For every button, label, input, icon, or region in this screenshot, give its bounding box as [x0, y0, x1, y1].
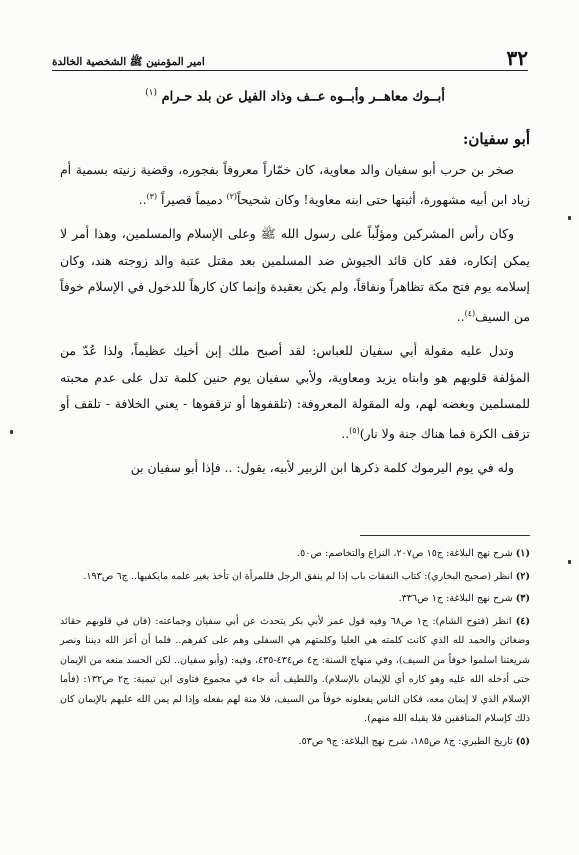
footnote-ref: (٢) [226, 191, 237, 201]
footnote-text: تاريخ الطبري: ج٨ ص١٨٥، شرح نهج البلاغة: ج٩ ص٥٣. [298, 735, 513, 747]
footnote-ref: (١) [145, 88, 158, 98]
paragraph-text: وتدل عليه مقولة أبي سفيان للعباس: لقد أصبح ملك إبن أخيك عظيماً، ولذا عُدّ من المؤلفة قلوبهم هو وابناه يزيد ومعاوية، ولأبي سفيان يوم حنين كلمة تدل على عدم محبته للمسلمين وبغضه لهم، وله المقولة المعروفة: (تلقفوها أو تزقفوها - يعني الخلافة - تلقف أو تزقف الكرة فما هناك جنة ولا نار) [60, 343, 530, 441]
footnote-number: (١) [515, 548, 530, 559]
body-text [60, 157, 530, 490]
footnote [60, 544, 530, 564]
scan-speck [568, 560, 571, 564]
paragraph-text: .. [456, 308, 465, 324]
paragraph-text: وله في يوم اليرموك كلمة ذكرها ابن الزبير لأبيه، يقول: .. فإذا أبو سفيان بن [130, 460, 514, 476]
scan-speck [568, 216, 571, 220]
footnote-text: انظر (صحيح البخاري): كتاب النفقات باب إذا لم ينفق الرجل فللمرأة ان تأخذ بغير علمه مايكفيها.. ج٦ ص١٩٣. [83, 570, 513, 582]
paragraph-text: .. [138, 191, 147, 207]
running-title: امير المؤمنين ﷺ الشخصية الخالدة [52, 56, 205, 68]
footnote-ref: (٤) [464, 308, 476, 318]
paragraph-text: وكان رأس المشركين ومؤلّباً على رسول الله ﷺ وعلى الإسلام والمسلمين، وهذا أمر لا يمكن إنكاره، فقد كان قائد الجيوش ضد المسلمين بعد مقتل عتبة والد زوجته هند، وكان إسلامه يوم فتح مكة تظاهراً ونفاقاً، ولم يكن بعقيدة وإنما كان كارهاً للدخول في الإسلام خوفاً من السيف [60, 226, 530, 324]
paragraph [60, 221, 530, 330]
footnote [60, 567, 530, 587]
footnote-ref: (٣) [146, 191, 158, 201]
footnote-number: (٤) [515, 615, 530, 627]
paragraph-text: دميماً قصيراً [161, 191, 227, 207]
paragraph-text: صخر بن حرب أبو سفيان والد معاوية، كان خمّاراً معروفاً بفجوره، وقضية زنيته بسمية أم زياد ابن أبيه مشهورة، أثبتها حتى ابنه معاوية! وكان شحيحاً [60, 162, 530, 207]
footnote-text: انظر (فتوح الشام): ج١ ص٦٨ وفيه قول عمر لأبي بكر يتحدث عن أبي سفيان وجماعته: (فان في قلوبهم حقائد وضغائن والحمد لله الذي كانت كلمته هي العليا وكلمتهم هي السفلى وهم على كفرهم.. فلما أن أعز الله ديننا ونصر شريعتنا اسلموا خوفاً من السيف)، وفي منهاج السنة: ج٤ ص٤٣٤-٤٣٥، وفيه: (وأبو سفيان.. لكن الحسد منعه من الإيمان حتى أدخله الله عليه وهو كاره أي للإيمان بالإسلام). واللطيف أنه جاء في مجموع فتاوى ابن تيمية: ج٢ ص١٣٢: (فأما الإسلام الذي لا إيمان معه، فكان الناس يفعلونه خوفاً من السيف، فلا منة لهم بفعله وإذا لم يمن الله عليهم بالإيمان كان ذلك كإسلام المنافقين فلا يقبله الله منهم). [60, 615, 530, 724]
footnote-text: شرح نهج البلاغة: ج١ ص٣٣٦. [398, 593, 513, 604]
footnote-ref: (٥) [349, 425, 360, 435]
page-header [52, 44, 528, 71]
footnote-number: (٥) [515, 735, 530, 747]
paragraph [60, 338, 530, 447]
scan-speck [10, 430, 13, 434]
footnote-number: (٣) [515, 593, 530, 604]
paragraph-text: .. [341, 425, 350, 441]
footnote-number: (٢) [515, 570, 530, 582]
footnote [60, 732, 530, 752]
paragraph [60, 455, 530, 482]
footnote-divider [360, 535, 530, 536]
paragraph [60, 157, 530, 213]
poem-verse-text: أبــوك معاهــر وأبــوه عــف وذاد الفيل عن بلد حـرام [161, 89, 445, 105]
footnotes [60, 544, 530, 754]
section-title: أبو سفيان: [462, 130, 530, 148]
footnote [60, 589, 530, 609]
page-number: ٣٢ [506, 46, 528, 70]
poem-verse [60, 88, 530, 110]
footnote-text: شرح نهج البلاغة: ج١٥ ص٢٠٧، النزاع والتخاصم: ص٥٠. [297, 548, 513, 559]
footnote [60, 612, 530, 729]
